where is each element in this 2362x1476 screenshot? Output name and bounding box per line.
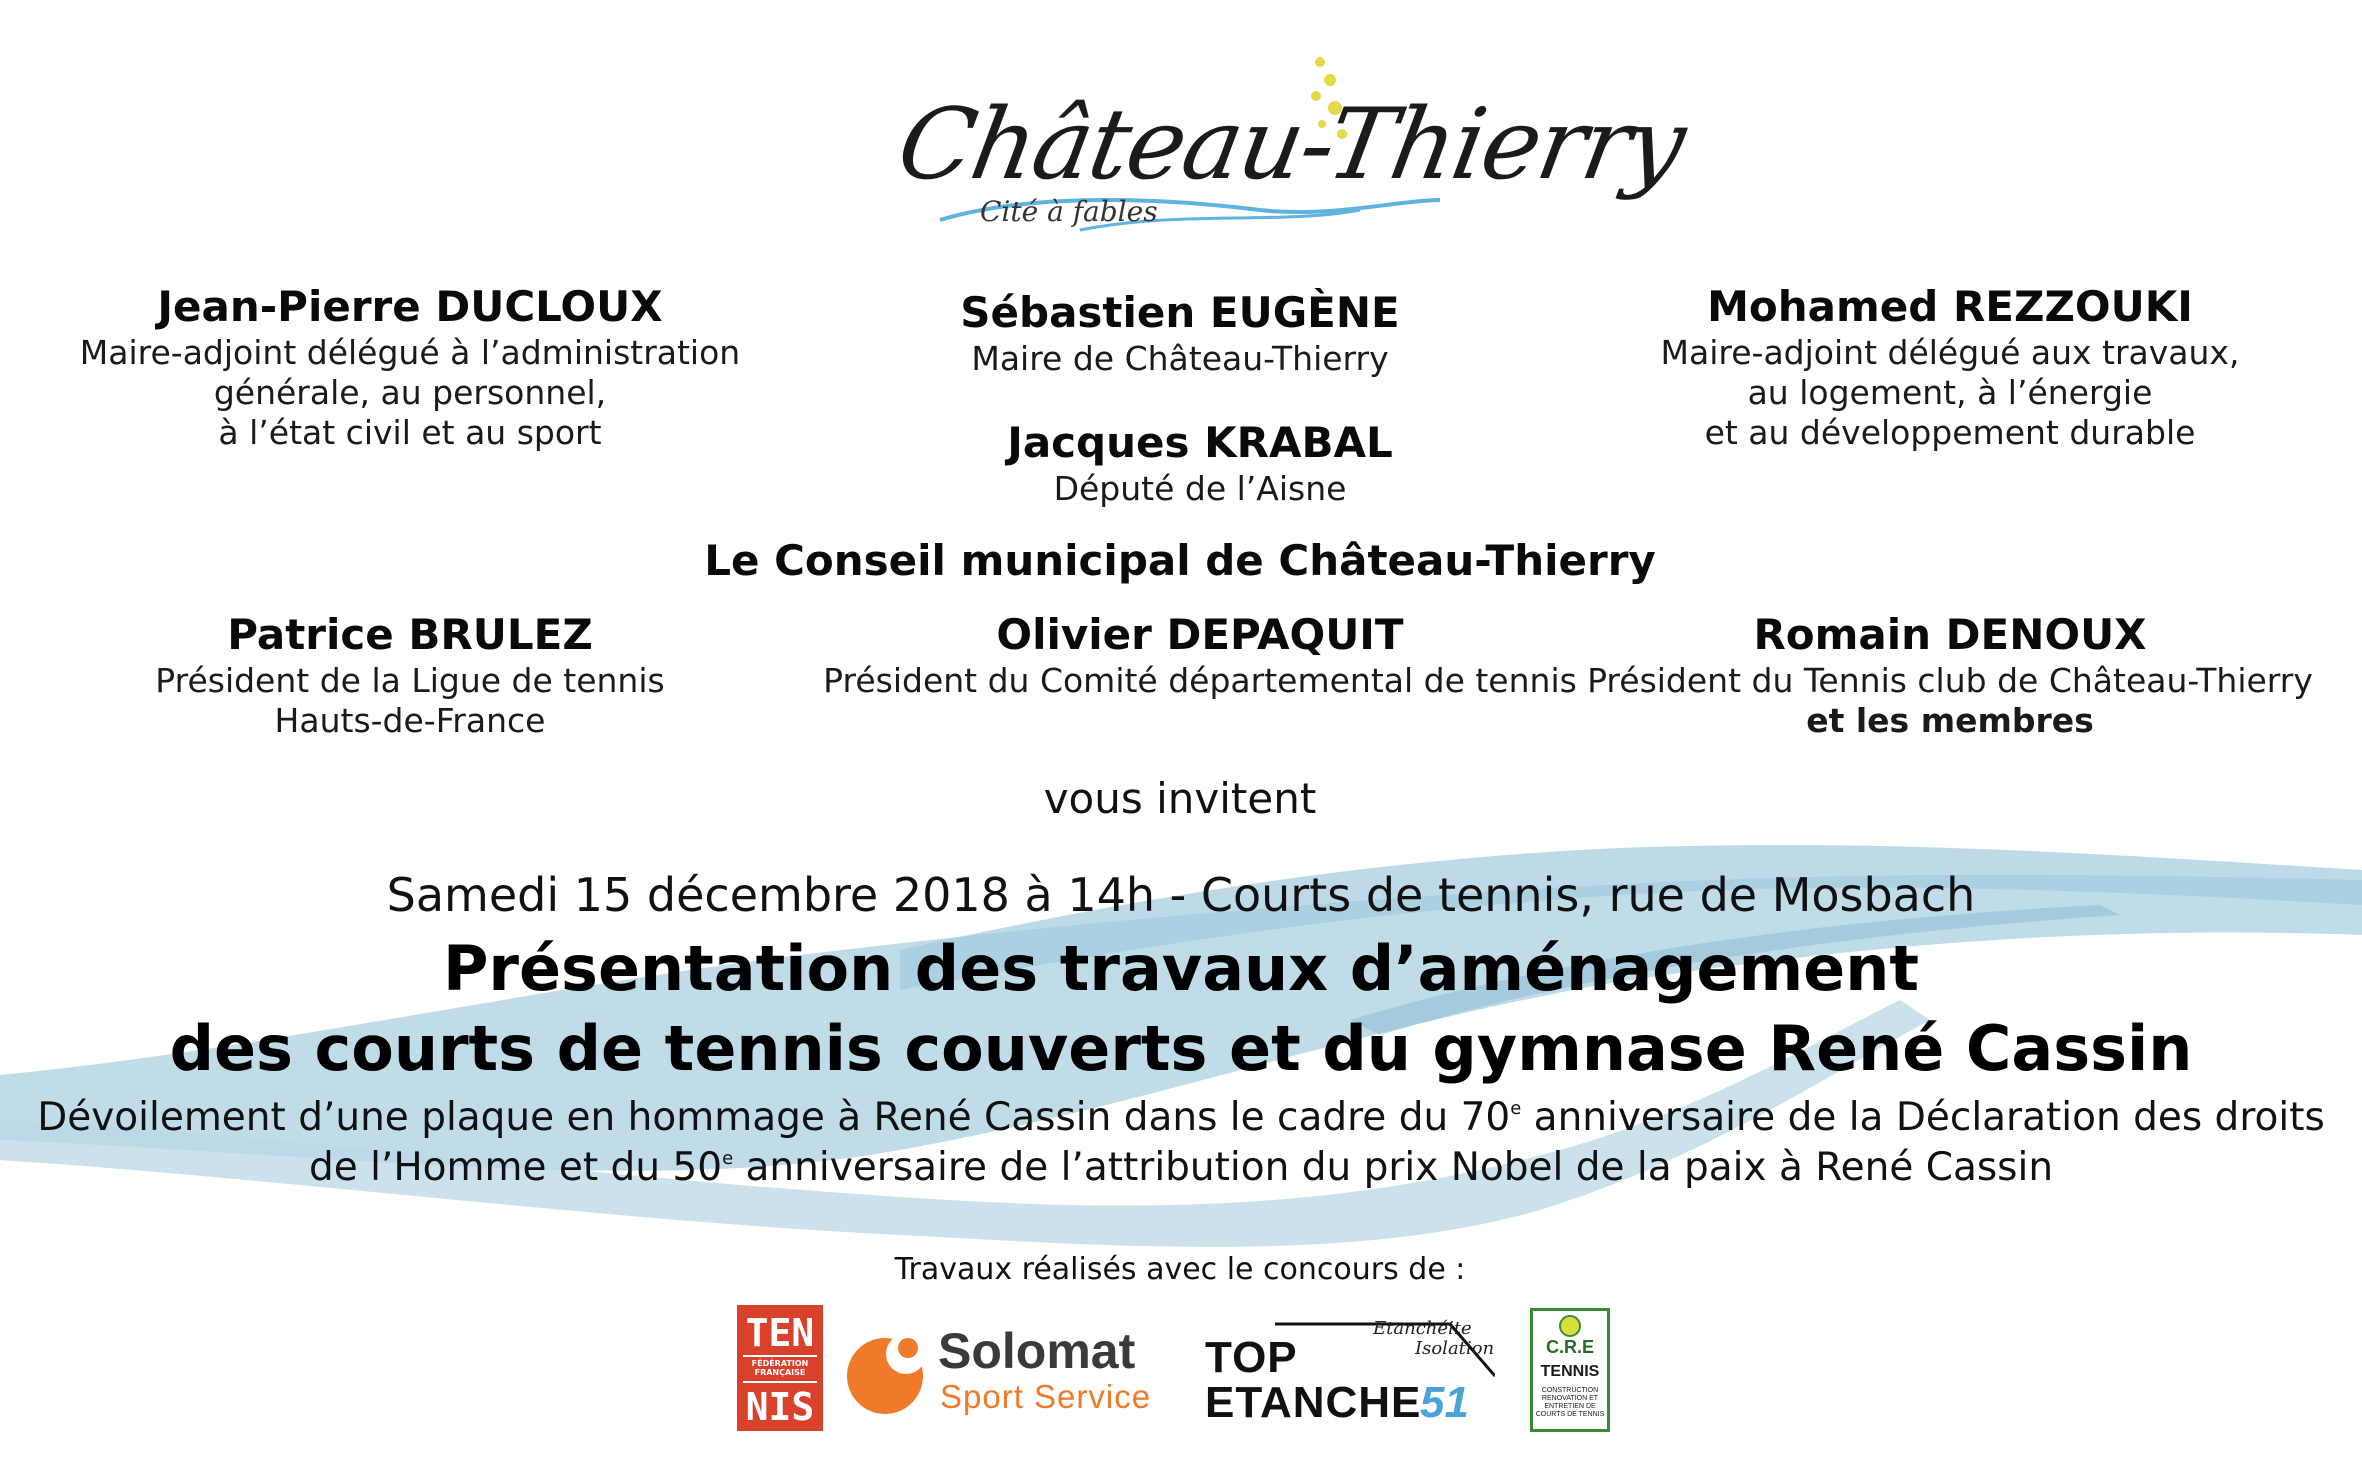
host-name: Romain DENOUX bbox=[1753, 610, 2147, 659]
subtitle-text: de l’Homme et du 50 bbox=[308, 1145, 723, 1190]
top-text: TOP bbox=[1205, 1333, 1298, 1382]
host-role: Député de l’Aisne bbox=[1053, 469, 1347, 508]
event-subtitle-line-2 bbox=[0, 1134, 2362, 1193]
top-number: 51 bbox=[1420, 1378, 1469, 1427]
logo-dot bbox=[1315, 57, 1325, 67]
host-role-line: et au développement durable bbox=[1704, 413, 2196, 452]
subtitle-text: anniversaire de la Déclaration des droits bbox=[1521, 1095, 2325, 1140]
event-title-line-1: Présentation des travaux d’aménagement bbox=[442, 932, 1920, 1005]
host-role-line: Hauts-de-France bbox=[274, 701, 546, 740]
host-denoux bbox=[1570, 610, 2330, 741]
cre-initials: C.R.E bbox=[1545, 1337, 1594, 1357]
chateau-thierry-logo bbox=[880, 50, 1693, 250]
host-name: Olivier DEPAQUIT bbox=[996, 610, 1404, 659]
host-role: Maire de Château-Thierry bbox=[971, 339, 1389, 378]
invite-text: vous invitent bbox=[1043, 774, 1317, 823]
host-depaquit bbox=[800, 610, 1600, 701]
etanche-text: ETANCHE bbox=[1205, 1378, 1422, 1427]
federation-text: FÉDÉRATION FRANÇAISE bbox=[751, 1359, 809, 1377]
host-name: Jean-Pierre DUCLOUX bbox=[157, 282, 663, 331]
host-role-line: au logement, à l’énergie bbox=[1747, 373, 2153, 412]
cre-description: CONSTRUCTION RENOVATION ET ENTRETIEN DE COURTS DE TENNIS bbox=[1535, 1387, 1605, 1418]
host-role-line: générale, au personnel, bbox=[213, 373, 607, 412]
cre-name: TENNIS bbox=[1540, 1363, 1600, 1380]
host-eugene bbox=[880, 288, 1480, 379]
host-name: Jacques KRABAL bbox=[1007, 418, 1393, 467]
logo-wordmark: Château-Thierry bbox=[889, 88, 1693, 202]
top-etanche-logo bbox=[1205, 1318, 1495, 1433]
logo-dot bbox=[1324, 74, 1336, 86]
host-role bbox=[1570, 661, 2330, 741]
host-name: Patrice BRULEZ bbox=[227, 610, 593, 659]
host-role-line: à l’état civil et au sport bbox=[218, 413, 602, 452]
host-role: Président du Comité départemental de tennis bbox=[823, 661, 1577, 700]
host-role-line: Président de la Ligue de tennis bbox=[155, 661, 665, 700]
top-script-isolation: Isolation bbox=[1415, 1338, 1495, 1359]
event-title-line-2: des courts de tennis couverts et du gymnase René Cassin bbox=[169, 1012, 2193, 1085]
host-role-extra: et les membres bbox=[1806, 701, 2094, 740]
logo-divider bbox=[743, 1381, 817, 1383]
solomat-subtitle: Sport Service bbox=[940, 1378, 1152, 1415]
host-name: Sébastien EUGÈNE bbox=[960, 288, 1400, 337]
logo-tagline: Cité à fables bbox=[980, 195, 1158, 228]
subtitle-text: Dévoilement d’une plaque en hommage à René Cassin dans le cadre du 70 bbox=[37, 1095, 1511, 1140]
host-role-line: Maire-adjoint délégué à l’administration bbox=[79, 333, 741, 372]
logo-divider bbox=[743, 1355, 817, 1357]
host-role-line: Président du Tennis club de Château-Thierry bbox=[1587, 661, 2313, 700]
ffr-tennis-logo bbox=[737, 1305, 823, 1431]
top-script-etancheite: Etanchéite bbox=[1373, 1318, 1472, 1339]
cre-tennis-logo bbox=[1530, 1308, 1610, 1432]
event-date-place: Samedi 15 décembre 2018 à 14h - Courts de tennis, rue de Mosbach bbox=[386, 868, 1976, 922]
host-name: Mohamed REZZOUKI bbox=[1707, 282, 2193, 331]
nis-text: NIS bbox=[745, 1385, 815, 1429]
host-ducloux bbox=[60, 282, 760, 453]
superscript: e bbox=[1510, 1098, 1522, 1119]
subtitle-text: anniversaire de l’attribution du prix Nobel de la paix à René Cassin bbox=[733, 1145, 2054, 1190]
superscript: e bbox=[722, 1148, 734, 1169]
solomat-mark-icon bbox=[840, 1326, 930, 1416]
solomat-logo bbox=[840, 1322, 1170, 1422]
municipal-council: Le Conseil municipal de Château-Thierry bbox=[704, 536, 1656, 585]
solomat-name: Solomat bbox=[938, 1323, 1136, 1379]
host-krabal bbox=[900, 418, 1500, 509]
tennis-ball-icon bbox=[1555, 1313, 1585, 1339]
ten-text: TEN bbox=[745, 1311, 815, 1355]
host-role bbox=[1600, 333, 2300, 453]
host-role-line: Maire-adjoint délégué aux travaux, bbox=[1660, 333, 2240, 372]
sponsors-label: Travaux réalisés avec le concours de : bbox=[894, 1252, 1466, 1287]
host-role bbox=[60, 661, 760, 741]
host-rezzouki bbox=[1600, 282, 2300, 453]
host-role bbox=[60, 333, 760, 453]
host-brulez bbox=[60, 610, 760, 741]
